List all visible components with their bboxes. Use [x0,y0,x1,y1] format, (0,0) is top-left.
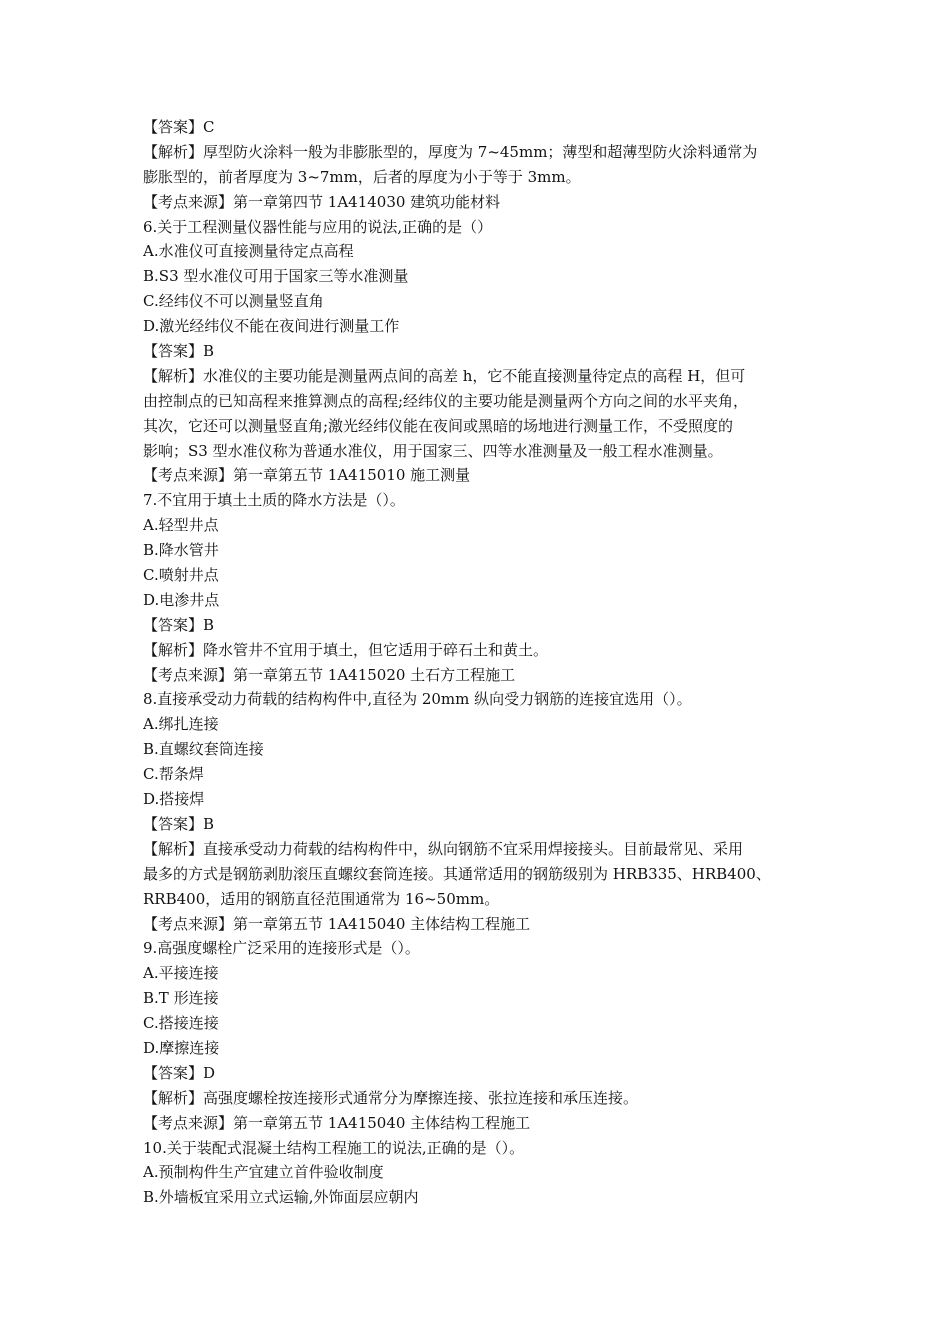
answer-line: 【答案】B [143,814,215,833]
analysis-line: 【解析】水准仪的主要功能是测量两点间的高差 h，它不能直接测量待定点的高程 H，但可 [143,366,746,385]
option-line: B.直螺纹套筒连接 [143,740,264,759]
option-line: A.绑扎连接 [143,715,219,734]
analysis-line: RRB400，适用的钢筋直径范围通常为 16~50mm。 [143,889,500,908]
option-line: A.预制构件生产宜建立首件验收制度 [143,1163,384,1182]
answer-line: 【答案】B [143,615,215,634]
option-line: D.激光经纬仪不能在夜间进行测量工作 [143,317,400,336]
source-line: 【考点来源】第一章第五节 1A415040 主体结构工程施工 [143,1113,531,1132]
analysis-line: 【解析】厚型防火涂料一般为非膨胀型的，厚度为 7~45mm；薄型和超薄型防火涂料通常为 [143,142,758,161]
source-line: 【考点来源】第一章第五节 1A415020 土石方工程施工 [143,665,516,684]
option-line: B.T 形连接 [143,989,219,1008]
option-line: C.经纬仪不可以测量竖直角 [143,292,324,311]
option-line: B.外墙板宜采用立式运输,外饰面层应朝内 [143,1188,419,1207]
analysis-line: 影响；S3 型水准仪称为普通水准仪，用于国家三、四等水准测量及一般工程水准测量。 [143,441,723,460]
question-line: 7.不宜用于填土土质的降水方法是（）。 [143,491,405,510]
option-line: C.帮条焊 [143,765,204,784]
answer-line: 【答案】C [143,118,215,136]
question-line: 10.关于装配式混凝土结构工程施工的说法,正确的是（）。 [143,1138,525,1157]
option-line: C.搭接连接 [143,1014,219,1033]
answer-line: 【答案】D [143,1063,216,1082]
analysis-line: 最多的方式是钢筋剥肋滚压直螺纹套筒连接。其通常适用的钢筋级别为 HRB335、HRB400、 [143,864,771,883]
document-page [143,115,815,1210]
question-line: 6.关于工程测量仪器性能与应用的说法,正确的是（） [143,217,493,236]
source-line: 【考点来源】第一章第五节 1A415040 主体结构工程施工 [143,914,531,933]
option-line: B.S3 型水准仪可用于国家三等水准测量 [143,267,409,286]
option-line: A.轻型井点 [143,516,219,535]
option-line: A.水准仪可直接测量待定点高程 [143,242,354,261]
analysis-line: 由控制点的已知高程来推算测点的高程;经纬仪的主要功能是测量两个方向之间的水平夹角， [143,391,749,410]
question-line: 9.高强度螺栓广泛采用的连接形式是（）。 [143,939,420,958]
answer-line: 【答案】B [143,342,215,361]
option-line: D.电渗井点 [143,590,220,609]
analysis-line: 【解析】高强度螺栓按连接形式通常分为摩擦连接、张拉连接和承压连接。 [143,1088,639,1107]
option-line: A.平接连接 [143,964,219,983]
option-line: C.喷射井点 [143,566,219,585]
analysis-line: 【解析】直接承受动力荷载的结构构件中，纵向钢筋不宜采用焊接接头。目前最常见、采用 [143,839,744,858]
option-line: D.摩擦连接 [143,1038,220,1057]
question-line: 8.直接承受动力荷载的结构构件中,直径为 20mm 纵向受力钢筋的连接宜选用（）。 [143,690,692,709]
analysis-line: 膨胀型的，前者厚度为 3~7mm，后者的厚度为小于等于 3mm。 [143,167,581,186]
source-line: 【考点来源】第一章第五节 1A415010 施工测量 [143,466,471,485]
option-line: D.搭接焊 [143,790,205,809]
source-line: 【考点来源】第一章第四节 1A414030 建筑功能材料 [143,192,501,211]
option-line: B.降水管井 [143,541,219,560]
analysis-line: 其次，它还可以测量竖直角;激光经纬仪能在夜间或黑暗的场地进行测量工作，不受照度的 [143,416,734,435]
analysis-line: 【解析】降水管井不宜用于填土，但它适用于碎石土和黄土。 [143,640,549,659]
